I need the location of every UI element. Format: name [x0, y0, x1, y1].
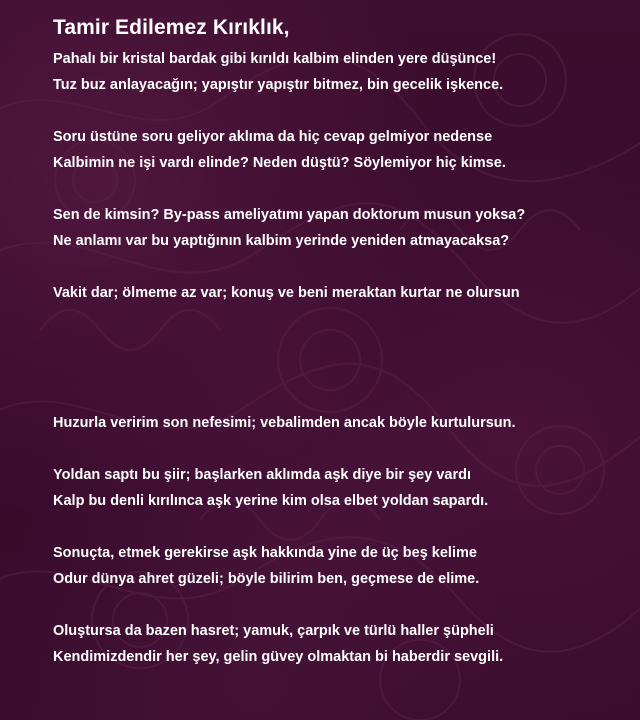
stanza-spacer: [53, 98, 633, 124]
poem-line: Odur dünya ahret güzeli; böyle bilirim ben, geçmese de elime.: [53, 571, 480, 587]
poem-line: Oluştursa da bazen hasret; yamuk, çarpık ve türlü haller şüpheli: [53, 623, 494, 639]
poem-line: Kalbimin ne işi vardı elinde? Neden düştü? Söylemiyor hiç kimse.: [53, 155, 506, 171]
poem-line: Sonuçta, etmek gerekirse aşk hakkında yine de üç beş kelime: [53, 545, 477, 561]
poem-line: Huzurla veririm son nefesimi; vebalimden ancak böyle kurtulursun.: [53, 415, 516, 431]
stanza-5: [53, 410, 633, 436]
stanza-spacer: [53, 254, 633, 280]
stanza-spacer: [53, 436, 633, 462]
stanza-spacer: [53, 592, 633, 618]
stanza-1: [53, 46, 633, 98]
poem-line: Kalp bu denli kırılınca aşk yerine kim olsa elbet yoldan sapardı.: [53, 493, 489, 509]
poem-line: Tuz buz anlayacağın; yapıştır yapıştır bitmez, bin gecelik işkence.: [53, 77, 504, 93]
stanza-7: [53, 540, 633, 592]
stanza-6: [53, 462, 633, 514]
poem-line: Pahalı bir kristal bardak gibi kırıldı kalbim elinden yere düşünce!: [53, 51, 497, 67]
poem-line: Sen de kimsin? By-pass ameliyatımı yapan doktorum musun yoksa?: [53, 207, 526, 223]
stanza-2: [53, 124, 633, 176]
poem-title: Tamir Edilemez Kırıklık,: [53, 16, 290, 39]
stanza-spacer: [53, 306, 633, 410]
stanza-4: [53, 280, 633, 306]
poem-line: Yoldan saptı bu şiir; başlarken aklımda aşk diye bir şey vardı: [53, 467, 471, 483]
poem-line: Vakit dar; ölmeme az var; konuş ve beni meraktan kurtar ne olursun: [53, 285, 520, 301]
stanza-8: [53, 618, 633, 670]
poem: [53, 10, 633, 670]
poem-line: Kendimizdendir her şey, gelin güvey olmaktan bi haberdir sevgili.: [53, 649, 504, 665]
poem-line: Ne anlamı var bu yaptığının kalbim yerinde yeniden atmayacaksa?: [53, 233, 510, 249]
stanza-3: [53, 202, 633, 254]
stanza-spacer: [53, 514, 633, 540]
poem-line: Soru üstüne soru geliyor aklıma da hiç cevap gelmiyor nedense: [53, 129, 493, 145]
stanza-spacer: [53, 176, 633, 202]
